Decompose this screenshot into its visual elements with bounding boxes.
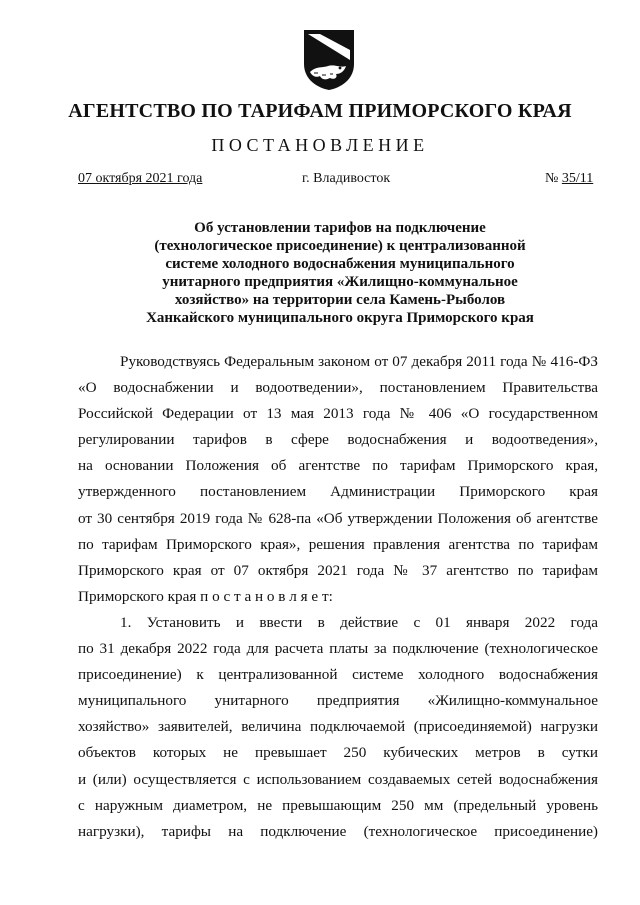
number-value: 35/11	[561, 171, 594, 186]
body-line: Приморского края от 07 октября 2021 года № 37 агентство по тарифам	[78, 561, 598, 579]
body-line: по 31 декабря 2022 года для расчета платы за подключение (технологическое	[78, 640, 598, 658]
body-line: на основании Положения об агентстве по тарифам Приморского края,	[78, 457, 598, 475]
body-line: муниципального унитарного предприятия «Жилищно-коммунальное	[78, 692, 598, 710]
body-line: от 30 сентября 2019 года № 628-па «Об утверждении Положения об агентстве	[78, 509, 598, 527]
agency-name: АГЕНТСТВО ПО ТАРИФАМ ПРИМОРСКОГО КРАЯ	[68, 100, 572, 122]
body-line: и (или) осуществляется с использованием создаваемых сетей водоснабжения	[78, 770, 598, 788]
document-date: 07 октября 2021 года	[78, 171, 203, 186]
document-number	[545, 171, 593, 187]
coat-of-arms-emblem	[300, 26, 358, 92]
body-line: утвержденного постановлением Администрации Приморского края	[78, 483, 598, 501]
number-prefix: №	[545, 171, 562, 186]
title-line: системе холодного водоснабжения муниципального	[165, 256, 515, 272]
body-line: 1. Установить и ввести в действие с 01 января 2022 года	[120, 613, 598, 631]
document-city: г. Владивосток	[302, 171, 391, 186]
body-line: Руководствуясь Федеральным законом от 07 декабря 2011 года № 416-ФЗ	[120, 353, 598, 370]
body-line: присоединение) к централизованной системе холодного водоснабжения	[78, 666, 598, 684]
title-line: (технологическое присоединение) к централизованной	[154, 238, 526, 254]
document-title	[80, 219, 600, 327]
document-body	[78, 349, 598, 845]
body-line: с наружным диаметром, не превышающим 250 мм (предельный уровень	[78, 796, 598, 814]
title-line: Об установлении тарифов на подключение	[194, 220, 486, 236]
title-line: Ханкайского муниципального округа Приморского края	[146, 310, 534, 326]
body-line: нагрузки), тарифы на подключение (технологическое присоединение)	[78, 822, 598, 840]
body-line: по тарифам Приморского края», решения правления агентства по тарифам	[78, 535, 598, 553]
body-line: Приморского края п о с т а н о в л я е т:	[78, 587, 333, 605]
body-line: объектов которых не превышает 250 кубических метров в сутки	[78, 744, 598, 762]
title-line: унитарного предприятия «Жилищно-коммунальное	[162, 274, 518, 290]
body-line: регулировании тарифов в сфере водоснабжения и водоотведения»,	[78, 431, 598, 449]
title-line: хозяйство» на территории села Камень-Рыболов	[174, 292, 506, 308]
body-line: Российской Федерации от 13 мая 2013 года № 406 «О государственном	[78, 405, 598, 423]
body-line: хозяйство» заявителей, величина подключаемой (присоединяемой) нагрузки	[78, 718, 598, 736]
document-type: ПОСТАНОВЛЕНИЕ	[211, 135, 429, 155]
body-line: «О водоснабжении и водоотведении», постановлением Правительства	[78, 379, 598, 397]
